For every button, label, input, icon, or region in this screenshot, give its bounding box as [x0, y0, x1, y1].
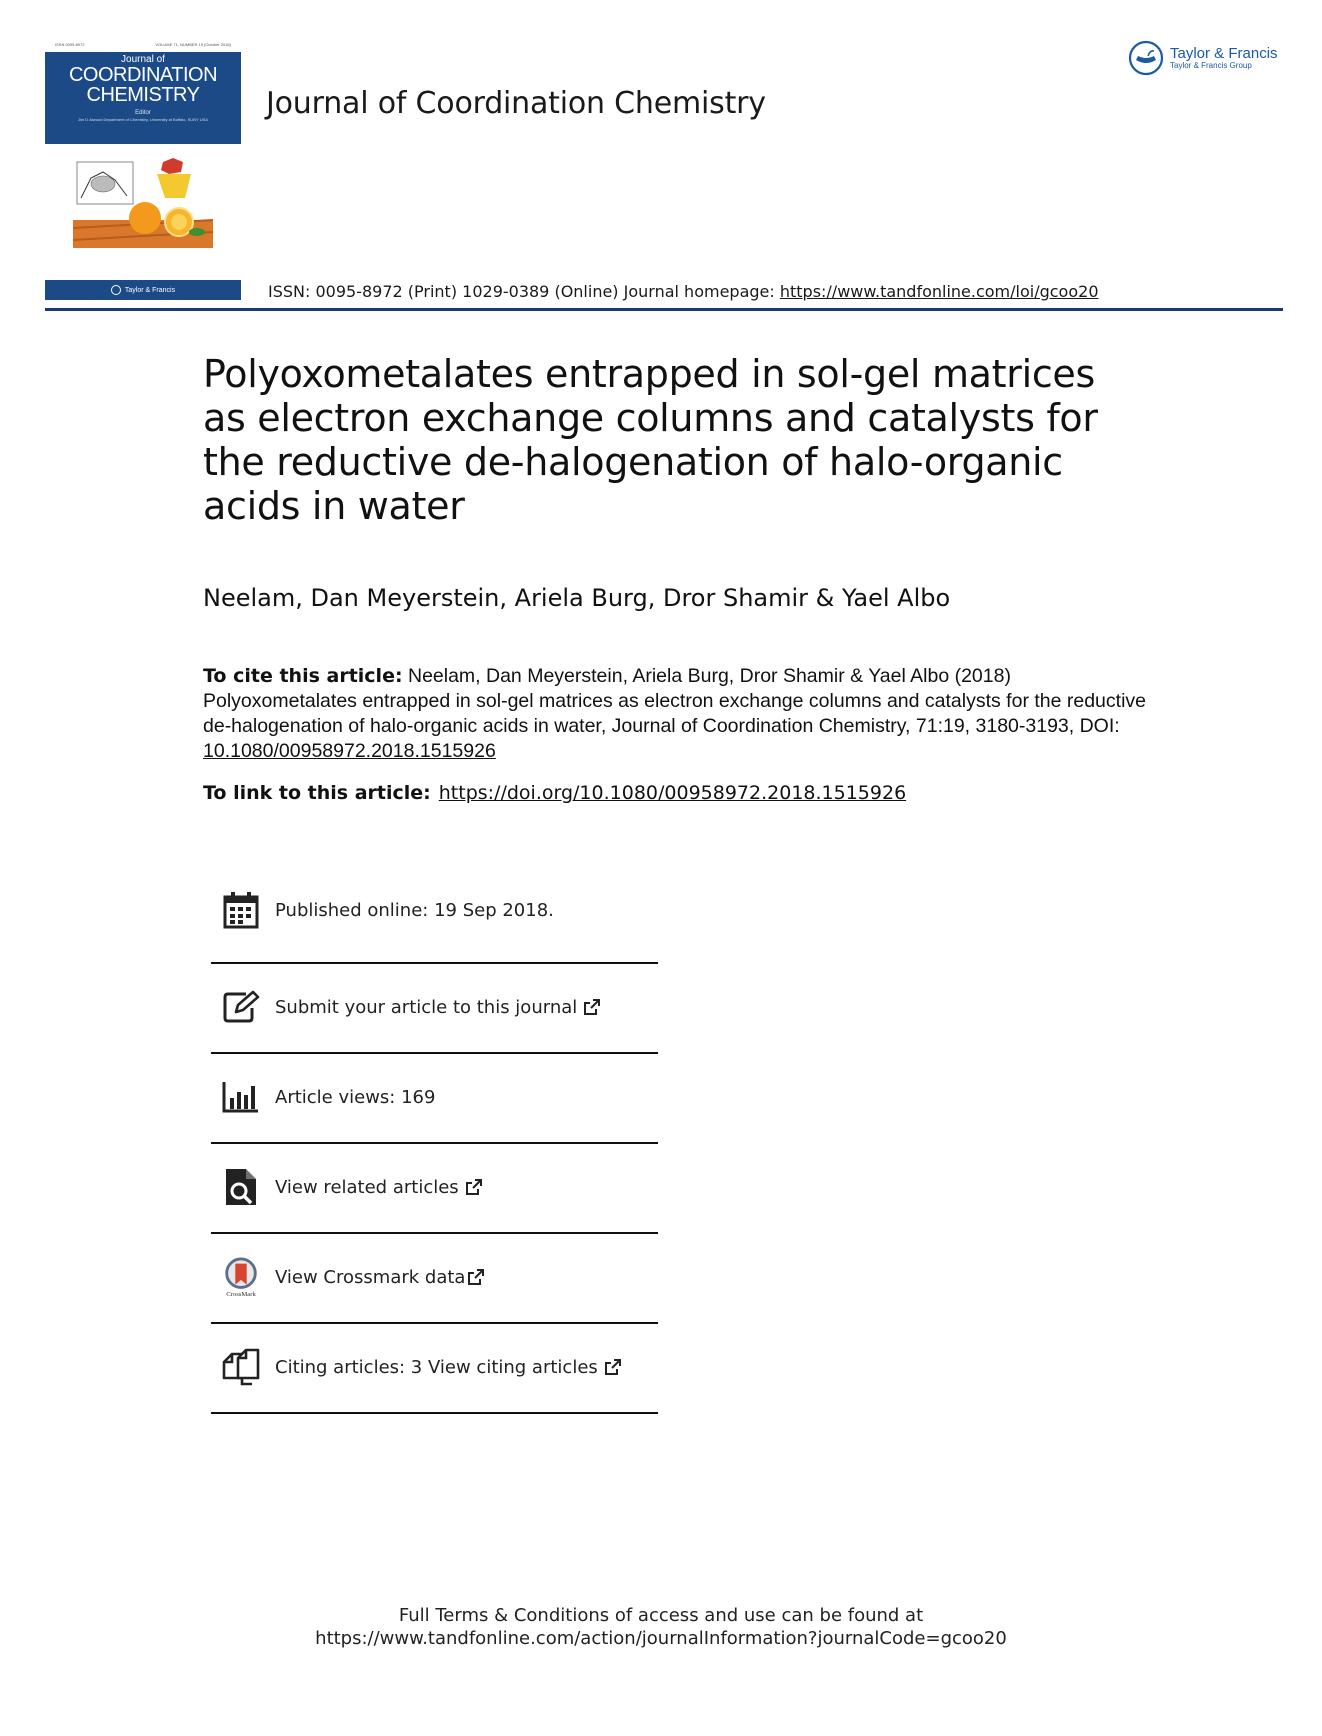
published-online-item: [211, 870, 658, 950]
crossmark-logo-text: CrossMark: [226, 1291, 256, 1299]
cover-publisher-text: Taylor & Francis: [124, 286, 176, 294]
publisher-name: Taylor & Francis: [1170, 44, 1278, 62]
journal-title: Journal of Coordination Chemistry: [266, 86, 766, 121]
cover-name-line1: COORDINATION: [68, 64, 218, 86]
article-title: Polyoxometalates entrapped in sol-gel matrices as electron exchange columns and catalysts for the reductive de-halogenation of halo-organic acids in water: [203, 352, 1098, 528]
link-label: To link to this article:: [203, 782, 431, 804]
footer-terms-link[interactable]: https://www.tandfonline.com/action/journalInformation?journalCode=gcoo20: [315, 1628, 1007, 1649]
citing-articles-text: Citing articles: 3 View citing articles: [275, 1356, 598, 1378]
article-authors: Neelam, Dan Meyerstein, Ariela Burg, Dror Shamir & Yael Albo: [203, 584, 951, 612]
info-divider: [211, 1412, 658, 1414]
cover-title-band: [45, 52, 241, 144]
article-views-item: [211, 1052, 658, 1142]
external-link-icon: [604, 1358, 622, 1376]
cover-volume: VOLUME 71, NUMBER 19 (October 2018): [155, 42, 231, 47]
cover-journal-of: Journal of: [121, 54, 165, 65]
citation-block: [203, 664, 1163, 764]
header-divider: [45, 308, 1283, 311]
copy-documents-icon: [221, 1347, 261, 1387]
cite-label: To cite this article:: [203, 665, 403, 687]
external-link-icon: [467, 1268, 485, 1286]
journal-cover: [45, 40, 241, 248]
tf-lamp-icon: [1128, 40, 1164, 76]
crossmark-text: View Crossmark data: [275, 1266, 466, 1288]
document-search-icon: [221, 1167, 261, 1207]
cover-illustration: [73, 158, 213, 248]
cover-topline: [45, 40, 241, 50]
cover-issn: ISSN 0095-8972: [55, 42, 85, 47]
article-views-text: Article views: 169: [275, 1086, 436, 1108]
issn-text: ISSN: 0095-8972 (Print) 1029-0389 (Online) Journal homepage:: [268, 282, 780, 301]
cite-text: Neelam, Dan Meyerstein, Ariela Burg, Dror Shamir & Yael Albo (2018) Polyoxometalates entrapped in sol-gel matrices as electron exchange columns and catalysts for the reductive de-halogenation of halo-organic acids in water, Journal of Coordination Chemistry, 71:19, 3180-3193, DOI:: [203, 665, 1146, 737]
crossmark-icon: [221, 1257, 261, 1297]
journal-homepage-link[interactable]: https://www.tandfonline.com/loi/gcoo20: [779, 282, 1099, 301]
cover-publisher-band: [45, 280, 241, 300]
publisher-group: Taylor & Francis Group: [1170, 60, 1252, 70]
external-link-icon: [465, 1178, 483, 1196]
article-link-line: [203, 782, 906, 804]
footer-line1: Full Terms & Conditions of access and use can be found at: [398, 1605, 924, 1626]
calendar-icon: [221, 890, 261, 930]
article-doi-url[interactable]: https://doi.org/10.1080/00958972.2018.1515926: [438, 782, 907, 804]
cover-editor-label: Editor: [135, 110, 151, 116]
cover-name-line2: CHEMISTRY: [86, 84, 200, 106]
related-articles-item[interactable]: [211, 1142, 658, 1232]
edit-icon: [221, 987, 261, 1027]
crossmark-item[interactable]: [211, 1232, 658, 1322]
related-articles-text: View related articles: [275, 1176, 459, 1198]
submit-article-item[interactable]: [211, 962, 658, 1052]
issn-line: [268, 282, 1099, 301]
citing-articles-item[interactable]: [211, 1322, 658, 1412]
external-link-icon: [583, 998, 601, 1016]
bar-chart-icon: [221, 1077, 261, 1117]
tf-mini-logo-icon: [111, 285, 121, 295]
cover-editor-text: Jim D Atwood Department of Chemistry, University at Buffalo, SUNY USA: [77, 117, 209, 122]
submit-article-text: Submit your article to this journal: [275, 996, 578, 1018]
publisher-logo[interactable]: [1128, 40, 1278, 76]
doi-link[interactable]: 10.1080/00958972.2018.1515926: [203, 740, 496, 762]
terms-footer: [0, 1604, 1322, 1650]
published-online-text: Published online: 19 Sep 2018.: [275, 899, 554, 921]
